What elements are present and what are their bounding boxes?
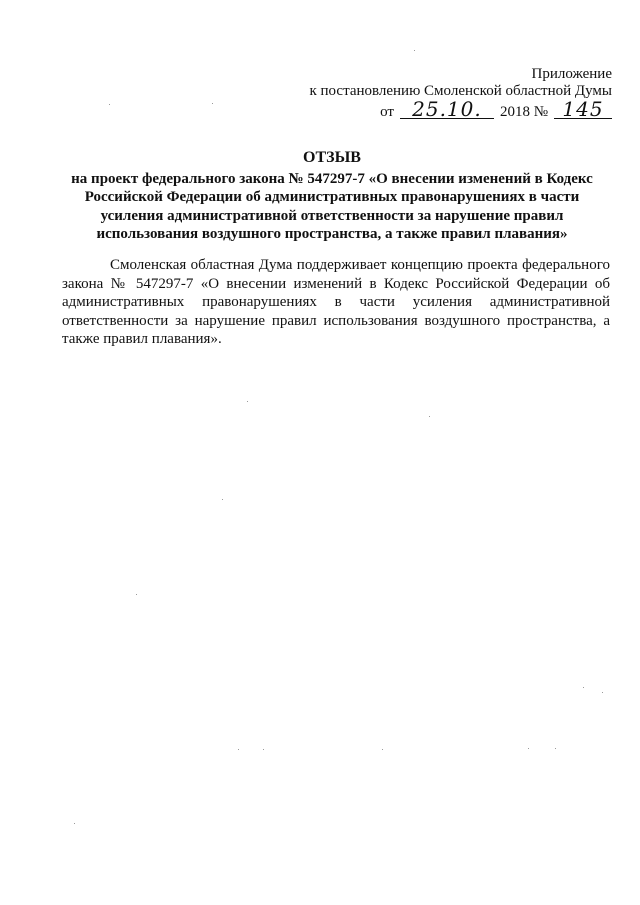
date-number-group (380, 97, 612, 121)
scan-speck (247, 401, 248, 402)
scan-speck (414, 50, 415, 51)
body-paragraph: Смоленская областная Дума поддерживает концепцию проекта федерального закона № 547297-7 «О внесении изменений в Кодекс Российской Федерации об административных правонарушениях в части усиления административной ответственности за нарушение правил использования воздушного пространства, а также правил плавания». (62, 257, 610, 347)
title-subject: на проект федерального закона № 547297-7 «О внесении изменений в Кодекс Российской Федерации об административных правонарушениях в части усиления административной ответственности за нарушение правил использования воздушного пространства, а также правил плавания» (71, 170, 593, 242)
scan-speck (555, 748, 556, 749)
year-label: 2018 № (499, 104, 548, 120)
scan-speck (583, 687, 584, 688)
scan-speck (528, 748, 529, 749)
scan-speck (238, 749, 239, 750)
scan-speck (382, 749, 383, 750)
scan-speck (602, 692, 603, 693)
handwritten-date: 25.10. (400, 100, 494, 119)
scan-speck (222, 499, 223, 500)
appendix-header (252, 66, 612, 121)
appendix-label: Приложение (531, 66, 612, 82)
title-main: ОТЗЫВ (303, 149, 361, 166)
handwritten-number: 145 (554, 100, 612, 119)
scan-speck (109, 104, 110, 105)
date-prefix: от (380, 104, 394, 120)
scan-speck (136, 594, 137, 595)
date-number-line (252, 97, 612, 121)
document-title (52, 149, 612, 244)
scan-speck (263, 749, 264, 750)
resolution-reference: к постановлению Смоленской областной Думы (309, 83, 612, 99)
scan-speck (212, 103, 213, 104)
scan-speck (74, 823, 75, 824)
scan-speck (429, 416, 430, 417)
